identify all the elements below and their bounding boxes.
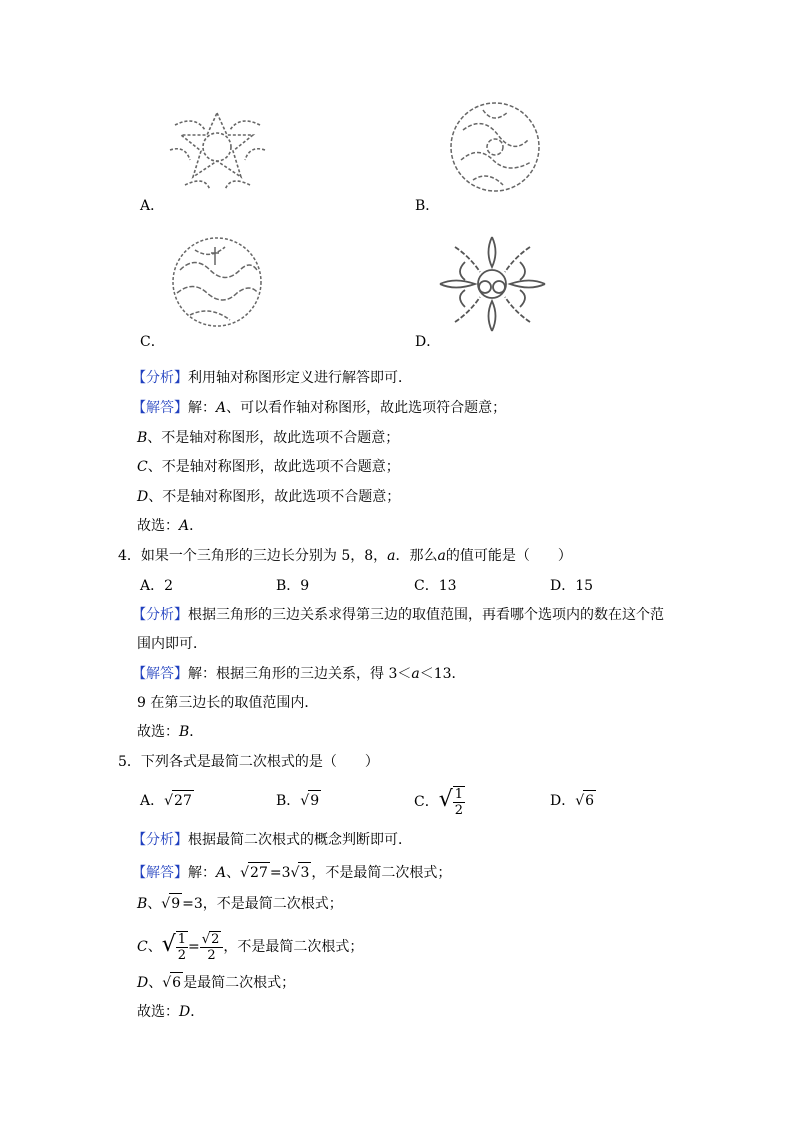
q5-answer-a: 【解答】解：A、√27 =3√3 ，不是最简二次根式； [132,862,451,883]
q5-option-a: A．√27 [140,790,194,811]
ornament-image-b [443,100,548,195]
q5-analysis: 【分析】根据最简二次根式的概念判断即可． [132,832,412,848]
q4-analysis-line2: 围内即可． [137,636,207,652]
q5-answer-c: C、√ $\frac{1}{2}$ = $\frac{√2}{2}$ ，不是最简二次根式； [137,932,364,963]
q4-note: 9 在第三边长的取值范围内． [137,695,319,711]
q5-answer-d: D、√6 是最简二次根式； [137,972,295,993]
ornament-image-c [165,235,270,330]
q3-answer-line-b: B、不是轴对称图形，故此选项不合题意； [137,430,400,446]
q3-answer-line1: 【解答】解：A、可以看作轴对称图形，故此选项符合题意； [132,400,507,416]
option-a-label: A． [140,198,165,214]
q5-option-d: D．√6 [550,790,596,811]
q5-stem: 5．下列各式是最简二次根式的是（ ） [118,754,379,770]
q5-answer-b: B、√9 =3，不是最简二次根式； [137,893,343,914]
analysis-tag: 【分析】 [132,370,188,386]
q3-choose: 故选：A． [137,518,204,534]
q3-answer-line-d: D、不是轴对称图形，故此选项不合题意； [137,489,401,505]
q4-analysis: 【分析】根据三角形的三边关系求得第三边的取值范围，再看哪个选项内的数在这个范 [132,607,664,623]
q3-analysis: 【分析】利用轴对称图形定义进行解答即可． [132,370,412,386]
q4-option-a: A．2 [140,578,174,594]
ornament-image-a [165,105,270,200]
q5-choose: 故选：D． [137,1004,205,1020]
q4-option-c: C．13 [414,578,457,594]
ornament-image-d [435,232,550,337]
q3-answer-line-c: C、不是轴对称图形，故此选项不合题意； [137,459,400,475]
q5-option-c: C．√ $\frac{1}{2}$ [414,787,464,818]
option-b-label: B． [415,198,440,214]
q4-stem: 4．如果一个三角形的三边长分别为 5，8，a．那么a的值可能是（ ） [118,548,572,564]
answer-tag: 【解答】 [132,865,188,881]
analysis-tag: 【分析】 [132,832,188,848]
q5-option-b: B．√9 [276,790,321,811]
answer-tag: 【解答】 [132,666,188,682]
option-c-label: C． [140,334,165,350]
q4-option-b: B．9 [276,578,310,594]
answer-tag: 【解答】 [132,400,188,416]
option-d-label: D． [415,334,441,350]
analysis-tag: 【分析】 [132,607,188,623]
q4-choose: 故选：B． [137,724,204,740]
q4-option-d: D．15 [550,578,594,594]
q4-answer: 【解答】解：根据三角形的三边关系，得 3＜a＜13． [132,666,466,682]
